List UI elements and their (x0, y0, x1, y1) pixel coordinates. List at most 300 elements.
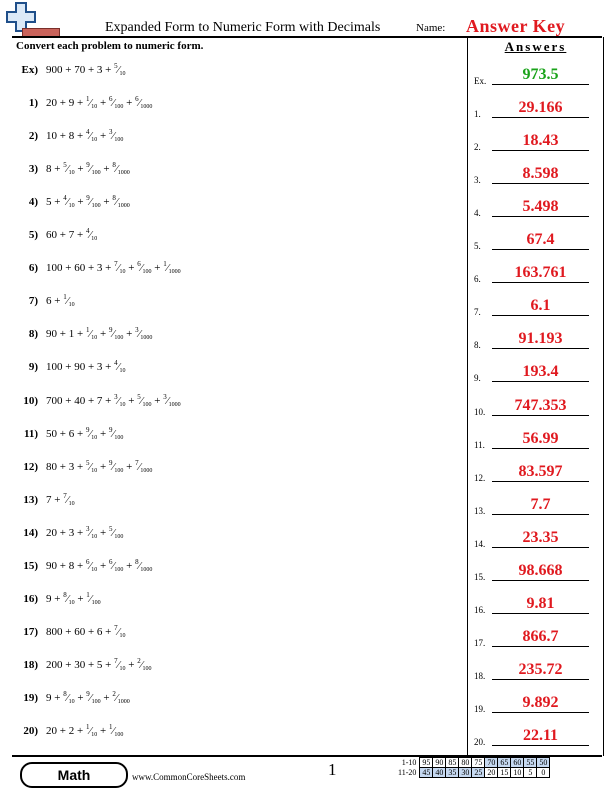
denominator: 100 (114, 732, 124, 738)
denominator: 100 (91, 203, 101, 210)
numerator: 6 (109, 557, 113, 566)
answer-label: 19. (474, 703, 486, 714)
fraction: $^5⁄_{10}$ (85, 458, 98, 474)
answer-label: 18. (474, 670, 486, 681)
fraction: $^6⁄_{1000}$ (135, 95, 153, 111)
answer-row (472, 661, 597, 683)
problem-row (16, 194, 130, 214)
answer-value: 235.72 (518, 660, 563, 678)
denominator: 10 (119, 269, 126, 276)
score-cell: 0 (537, 768, 550, 778)
numerator: 1 (109, 723, 113, 731)
denominator: 100 (114, 467, 124, 474)
fraction: $^7⁄_{1000}$ (135, 458, 153, 474)
denominator: 100 (91, 698, 101, 705)
fraction: $^3⁄_{10}$ (85, 524, 98, 540)
numerator: 2 (137, 656, 141, 665)
problem-row (16, 723, 123, 743)
numerator: 5 (63, 161, 67, 170)
fraction: $^3⁄_{100}$ (109, 128, 124, 144)
answer-value: 67.4 (526, 231, 555, 249)
fraction: $^1⁄_{100}$ (86, 590, 101, 606)
example-answer (472, 66, 597, 88)
answer-line (492, 183, 589, 184)
answer-label: 17. (474, 637, 486, 648)
problem-number: 13) (23, 493, 38, 506)
denominator: 1000 (140, 104, 153, 111)
problem-row (16, 326, 152, 346)
whole-part: 50 + 6 (46, 427, 75, 440)
whole-part: 9 (46, 691, 52, 704)
problem-row (16, 558, 152, 578)
answer-row (472, 231, 597, 253)
denominator: 100 (142, 269, 152, 276)
answer-row (472, 165, 597, 187)
answer-value: 83.597 (518, 462, 563, 480)
problem-row (16, 393, 181, 413)
numerator: 7 (135, 458, 139, 467)
numerator: 9 (109, 326, 113, 335)
answer-line (492, 514, 589, 515)
answer-value: 193.4 (522, 363, 559, 381)
answer-value: 23.35 (522, 528, 559, 546)
answer-label: 11. (474, 439, 485, 450)
fraction: $^5⁄_{100}$ (109, 524, 124, 540)
problem-number: 14) (23, 526, 38, 539)
problem-expression: $20 + 9 + ^1⁄_{10}$ + $^6⁄_{100}$ + $^6⁄_{1000}$ (46, 95, 153, 111)
score-cell: 80 (459, 758, 472, 768)
problem-number: 4) (28, 196, 38, 209)
answer-label: 12. (474, 472, 486, 483)
numerator: 8 (135, 557, 139, 566)
problem-row (16, 161, 130, 181)
problem-number: 8) (28, 328, 38, 341)
denominator: 1000 (140, 566, 153, 573)
whole-part: 20 + 2 (46, 725, 75, 737)
score-row (396, 758, 550, 768)
numerator: 3 (163, 392, 167, 401)
whole-part: 100 + 60 + 3 (46, 262, 103, 275)
answer-row (472, 529, 597, 551)
fraction: $^7⁄_{10}$ (114, 260, 126, 276)
denominator: 100 (142, 665, 152, 672)
answer-line (492, 415, 589, 416)
numerator: 9 (109, 458, 113, 467)
fraction: $^9⁄_{100}$ (86, 194, 101, 210)
answer-label: 20. (474, 737, 486, 747)
problem-expression: $700 + 40 + 7 + ^3⁄_{10}$ + $^5⁄_{100}$ + $^3⁄_{1000}$ (46, 392, 181, 408)
fraction: $^3⁄_{10}$ (114, 392, 126, 408)
problem-expression: $20 + 3 + ^3⁄_{10}$ + $^5⁄_{100}$ (46, 524, 124, 540)
numerator: 1 (85, 326, 90, 335)
denominator: 10 (91, 335, 98, 342)
problem-row (16, 459, 152, 479)
problem-expression: $80 + 3 + ^5⁄_{10}$ + $^9⁄_{100}$ + $^7⁄_{1000}$ (46, 458, 153, 474)
whole-part: 6 (46, 295, 52, 308)
answer-label: 15. (474, 571, 486, 582)
fraction: $^3⁄_{1000}$ (163, 392, 181, 408)
answer-row (472, 297, 597, 319)
problem-number: 19) (23, 691, 38, 704)
fraction: $^4⁄_{10}$ (85, 227, 98, 243)
denominator: 10 (68, 203, 75, 210)
answer-value: 973.5 (522, 66, 559, 83)
fraction: $^1⁄_{100}$ (109, 723, 124, 738)
problem-number: Ex) (21, 64, 38, 76)
problem-number: 2) (28, 130, 38, 143)
problem-row (16, 624, 125, 644)
problem-row (16, 359, 125, 379)
problem-expression: $10 + 8 + ^4⁄_{10}$ + $^3⁄_{100}$ (46, 128, 124, 144)
problem-expression: $900 + 70 + 3 + ^5⁄_{10}$ (46, 62, 126, 77)
answer-line (492, 646, 589, 647)
score-range: 11-20 (398, 768, 417, 777)
denominator: 10 (68, 599, 75, 606)
numerator: 9 (86, 689, 90, 698)
answer-line (492, 679, 589, 680)
problem-row (16, 260, 181, 280)
fraction: $^1⁄_{10}$ (63, 293, 75, 309)
fraction: $^6⁄_{10}$ (85, 557, 98, 573)
problem-expression: $8 + ^5⁄_{10}$ + $^9⁄_{100}$ + $^8⁄_{1000}$ (46, 161, 130, 177)
denominator: 10 (119, 368, 126, 375)
answer-label: 1. (474, 109, 481, 120)
answer-value: 8.598 (522, 165, 559, 183)
answer-value: 91.193 (518, 330, 563, 348)
problem-expression: $100 + 60 + 3 + ^7⁄_{10}$ + $^6⁄_{100}$ + $^1⁄_{1000}$ (46, 260, 181, 276)
score-cell: 50 (537, 758, 550, 768)
numerator: 1 (63, 293, 67, 302)
numerator: 1 (86, 590, 90, 599)
problem-expression: $6 + ^1⁄_{10}$ (46, 293, 75, 309)
problem-number: 17) (23, 625, 38, 638)
answer-label: 9. (474, 373, 481, 384)
fraction: $^1⁄_{10}$ (85, 95, 98, 111)
answer-line (492, 348, 589, 349)
denominator: 1000 (117, 698, 130, 705)
answer-line (492, 249, 589, 250)
answer-line (492, 481, 589, 482)
answer-row (472, 363, 597, 385)
answer-row (472, 264, 597, 286)
answer-label: 7. (474, 307, 481, 318)
problem-number: 10) (23, 394, 38, 407)
answer-value: 866.7 (522, 627, 559, 645)
denominator: 100 (114, 533, 124, 540)
answer-label: 13. (474, 505, 486, 516)
denominator: 10 (91, 566, 98, 573)
problem-row (16, 227, 97, 247)
denominator: 100 (114, 434, 124, 441)
problem-expression: $100 + 90 + 3 + ^4⁄_{10}$ (46, 359, 126, 375)
denominator: 10 (91, 236, 98, 243)
answer-row (472, 496, 597, 518)
denominator: 100 (91, 599, 101, 606)
answer-label: 14. (474, 538, 486, 549)
answer-line (492, 448, 589, 449)
answer-line (492, 150, 589, 151)
score-cell: 90 (433, 758, 446, 768)
fraction: $^6⁄_{100}$ (109, 557, 124, 573)
answer-label: 5. (474, 241, 481, 252)
denominator: 100 (142, 401, 152, 408)
instructions: Convert each problem to numeric form. (16, 40, 204, 52)
denominator: 100 (91, 170, 101, 177)
numerator: 2 (112, 689, 116, 698)
whole-part: 10 + 8 (46, 130, 75, 143)
numerator: 7 (63, 491, 67, 500)
score-cell: 25 (472, 768, 485, 778)
denominator: 1000 (117, 170, 130, 177)
whole-part: 90 + 8 (46, 559, 75, 572)
problem-number: 12) (23, 460, 38, 473)
score-table (396, 757, 550, 778)
denominator: 1000 (140, 467, 153, 474)
numerator: 9 (86, 194, 90, 203)
answer-value: 747.353 (514, 396, 567, 414)
whole-part: 800 + 60 + 6 (46, 625, 103, 638)
problem-number: 5) (28, 229, 38, 242)
numerator: 3 (109, 128, 113, 137)
answer-line (492, 381, 589, 382)
denominator: 10 (91, 533, 98, 540)
answer-value: 56.99 (522, 429, 559, 447)
answer-row (472, 198, 597, 220)
numerator: 5 (85, 458, 90, 467)
answer-line (492, 84, 589, 85)
denominator: 10 (119, 665, 126, 672)
fraction: $^8⁄_{1000}$ (112, 161, 130, 177)
subject-badge: Math (20, 762, 128, 788)
fraction: $^2⁄_{1000}$ (112, 689, 130, 705)
whole-part: 90 + 1 (46, 328, 75, 341)
answer-line (492, 282, 589, 283)
whole-part: 5 (46, 196, 52, 209)
answer-value: 18.43 (522, 132, 559, 150)
answer-row (472, 727, 597, 749)
denominator: 10 (119, 71, 126, 77)
whole-part: 80 + 3 (46, 460, 75, 473)
answer-value: 9.81 (526, 594, 555, 612)
score-cell: 35 (446, 768, 459, 778)
answer-value: 98.668 (518, 561, 563, 579)
answer-line (492, 712, 589, 713)
problem-row (16, 426, 123, 446)
answer-row (472, 595, 597, 617)
denominator: 10 (68, 698, 75, 705)
whole-part: 900 + 70 + 3 (46, 64, 103, 76)
problem-number: 3) (28, 163, 38, 176)
problem-expression: $800 + 60 + 6 + ^7⁄_{10}$ (46, 623, 126, 639)
problem-row (16, 293, 75, 313)
fraction: $^7⁄_{10}$ (114, 656, 126, 672)
numerator: 5 (137, 392, 141, 401)
numerator: 7 (114, 260, 118, 269)
fraction: $^9⁄_{100}$ (109, 326, 124, 342)
numerator: 3 (85, 524, 90, 533)
whole-part: 700 + 40 + 7 (46, 394, 103, 407)
numerator: 1 (85, 723, 90, 731)
denominator: 100 (114, 104, 124, 111)
fraction: $^4⁄_{10}$ (114, 359, 126, 375)
answers-title: Answers (504, 39, 567, 54)
fraction: $^7⁄_{10}$ (63, 491, 75, 507)
problem-expression: $90 + 8 + ^6⁄_{10}$ + $^6⁄_{100}$ + $^8⁄_{1000}$ (46, 557, 153, 573)
answer-line (492, 117, 589, 118)
answer-label: Ex. (474, 76, 487, 86)
answer-value: 5.498 (522, 198, 559, 216)
answer-label: 8. (474, 340, 481, 351)
problem-number: 7) (28, 295, 38, 308)
denominator: 10 (119, 632, 126, 639)
denominator: 10 (68, 170, 75, 177)
answer-label: 2. (474, 142, 481, 153)
numerator: 6 (135, 95, 139, 104)
score-cell: 85 (446, 758, 459, 768)
fraction: $^9⁄_{100}$ (86, 161, 101, 177)
problem-number: 9) (28, 361, 38, 374)
numerator: 3 (135, 326, 139, 335)
worksheet-title: Expanded Form to Numeric Form with Decimals (105, 20, 381, 35)
problem-expression: $90 + 1 + ^1⁄_{10}$ + $^9⁄_{100}$ + $^3⁄_{1000}$ (46, 326, 153, 342)
whole-part: 200 + 30 + 5 (46, 658, 103, 671)
answer-key-label: Answer Key (466, 16, 566, 36)
numerator: 7 (114, 656, 118, 665)
numerator: 6 (109, 95, 113, 104)
score-cell: 60 (511, 758, 524, 768)
problem-expression: $9 + ^8⁄_{10}$ + $^1⁄_{100}$ (46, 590, 101, 606)
answer-line (492, 315, 589, 316)
example-problem (16, 62, 125, 82)
fraction: $^9⁄_{100}$ (86, 689, 101, 705)
problem-row (16, 95, 152, 115)
answer-line (492, 745, 589, 746)
denominator: 10 (119, 401, 126, 408)
score-cell: 10 (511, 768, 524, 778)
problem-row (16, 492, 75, 512)
score-cell: 5 (524, 768, 537, 778)
score-cell: 55 (524, 758, 537, 768)
whole-part: 8 (46, 163, 52, 176)
numerator: 8 (112, 194, 116, 203)
numerator: 4 (85, 128, 90, 137)
problem-number: 11) (23, 427, 38, 440)
problem-number: 1) (28, 97, 38, 110)
denominator: 10 (91, 434, 98, 441)
fraction: $^8⁄_{10}$ (63, 590, 75, 606)
denominator: 100 (114, 335, 124, 342)
answer-row (472, 132, 597, 154)
fraction: $^4⁄_{10}$ (85, 128, 98, 144)
fraction: $^8⁄_{1000}$ (135, 557, 153, 573)
denominator: 10 (91, 104, 98, 111)
answer-label: 4. (474, 208, 481, 219)
answer-row (472, 562, 597, 584)
numerator: 7 (114, 623, 118, 632)
numerator: 8 (63, 590, 67, 599)
numerator: 6 (85, 557, 90, 566)
score-cell: 95 (420, 758, 433, 768)
answer-row (472, 463, 597, 485)
score-cell: 75 (472, 758, 485, 768)
score-cell: 15 (498, 768, 511, 778)
score-cell: 65 (498, 758, 511, 768)
numerator: 4 (85, 227, 90, 236)
numerator: 4 (63, 194, 67, 203)
numerator: 9 (86, 161, 90, 170)
problem-expression: $7 + ^7⁄_{10}$ (46, 491, 75, 507)
problem-expression: $20 + 2 + ^1⁄_{10}$ + $^1⁄_{100}$ (46, 723, 124, 738)
denominator: 10 (68, 500, 75, 507)
fraction: $^2⁄_{100}$ (137, 656, 152, 672)
answer-row (472, 99, 597, 121)
problem-expression: $5 + ^4⁄_{10}$ + $^9⁄_{100}$ + $^8⁄_{1000}$ (46, 194, 130, 210)
fraction: $^5⁄_{100}$ (137, 392, 152, 408)
denominator: 100 (114, 566, 124, 573)
fraction: $^1⁄_{10}$ (85, 723, 98, 738)
numerator: 8 (63, 689, 67, 698)
whole-part: 20 + 9 (46, 97, 75, 110)
answer-row (472, 330, 597, 352)
whole-part: 9 (46, 592, 52, 605)
answer-value: 22.11 (522, 727, 559, 744)
score-cell: 45 (420, 768, 433, 778)
problem-row (16, 690, 130, 710)
numerator: 1 (163, 260, 167, 269)
denominator: 1000 (168, 269, 181, 276)
answer-line (492, 547, 589, 548)
fraction: $^9⁄_{100}$ (109, 458, 124, 474)
numerator: 5 (109, 524, 113, 533)
answer-value: 6.1 (530, 297, 551, 315)
denominator: 1000 (140, 335, 153, 342)
answer-value: 9.892 (522, 693, 559, 711)
answer-row (472, 430, 597, 452)
denominator: 1000 (168, 401, 181, 408)
site-url: www.CommonCoreSheets.com (132, 772, 246, 782)
numerator: 4 (114, 359, 118, 368)
whole-part: 20 + 3 (46, 526, 75, 539)
answer-label: 16. (474, 604, 486, 615)
answer-label: 6. (474, 274, 481, 285)
fraction: $^9⁄_{100}$ (109, 425, 124, 441)
denominator: 1000 (117, 203, 130, 210)
logo (6, 2, 52, 38)
score-row (396, 768, 550, 778)
numerator: 9 (85, 425, 90, 434)
problem-row (16, 591, 101, 611)
fraction: $^7⁄_{10}$ (114, 623, 126, 639)
numerator: 1 (85, 95, 90, 104)
answer-value: 29.166 (518, 99, 563, 117)
answer-label: 10. (474, 406, 486, 417)
numerator: 8 (112, 161, 116, 170)
denominator: 10 (68, 302, 75, 309)
problem-expression: $50 + 6 + ^9⁄_{10}$ + $^9⁄_{100}$ (46, 425, 124, 441)
score-cell: 20 (485, 768, 498, 778)
fraction: $^8⁄_{1000}$ (112, 194, 130, 210)
answer-line (492, 580, 589, 581)
numerator: 9 (109, 425, 113, 434)
score-range: 1-10 (401, 758, 417, 767)
problem-number: 15) (23, 559, 38, 572)
problem-number: 20) (23, 725, 38, 737)
name-label: Name: (416, 22, 446, 34)
numerator: 3 (114, 392, 118, 401)
fraction: $^9⁄_{10}$ (85, 425, 98, 441)
answer-row (472, 628, 597, 650)
whole-part: 100 + 90 + 3 (46, 361, 103, 374)
